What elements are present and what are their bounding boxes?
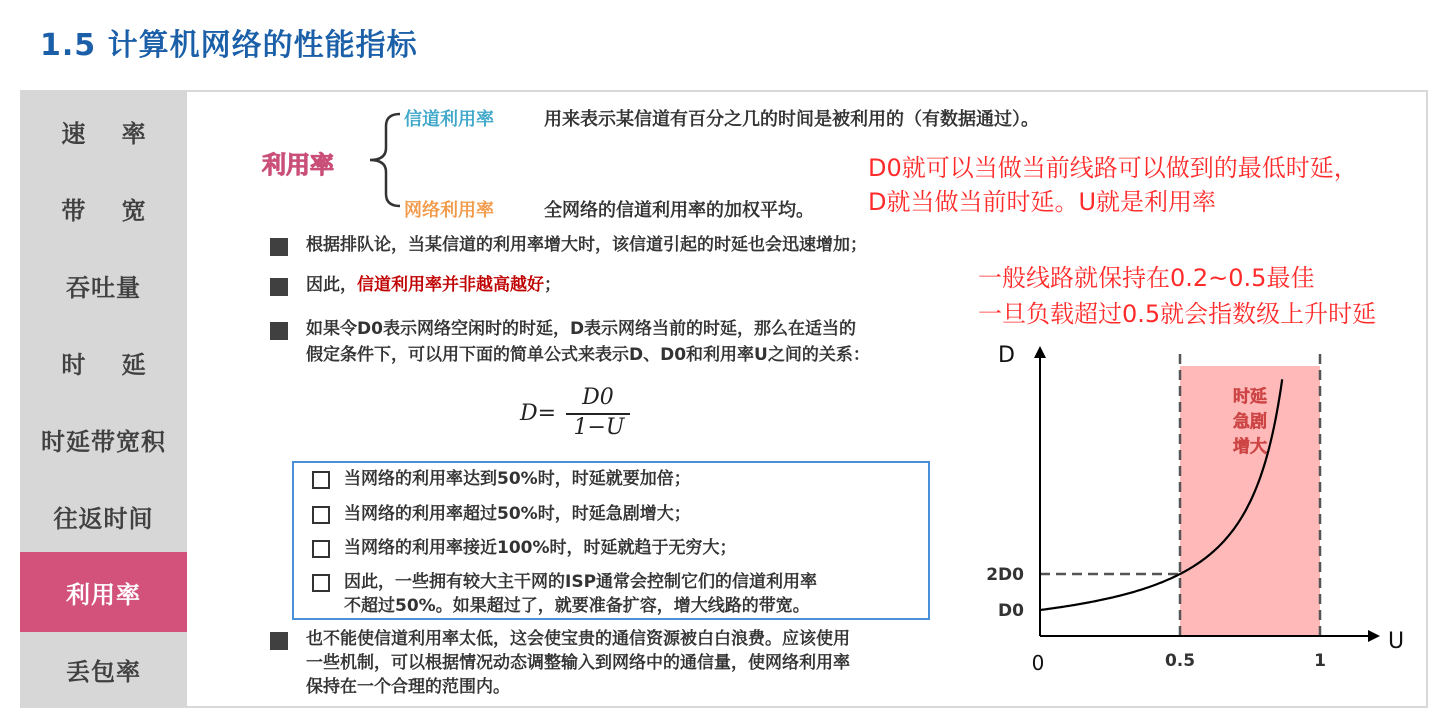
x-axis-label: U (1388, 629, 1405, 654)
x-tick-1: 1 (1314, 651, 1326, 671)
region-label-line3: 增大 (1233, 437, 1267, 457)
sidebar-item-bandwidth[interactable]: 带 宽 (61, 196, 160, 225)
sidebar-item-utilization[interactable]: 利用率 (20, 552, 187, 632)
sidebar-item-rate[interactable]: 速 率 (61, 119, 160, 148)
channel-utilization-label: 信道利用率 (404, 109, 494, 130)
y-tick-d0: D0 (998, 601, 1024, 621)
formula-numerator: D0 (582, 385, 614, 410)
checkbox-icon (312, 540, 330, 558)
x-tick-0.5: 0.5 (1164, 651, 1196, 671)
y-axis-arrow-icon (1034, 346, 1046, 358)
emphasis-text: 信道利用率并非越高越好 (357, 275, 544, 295)
checkbox-icon (312, 471, 330, 489)
y-axis-label: D (998, 343, 1015, 368)
checkbox-icon (312, 574, 330, 592)
y-tick-2d0: 2D0 (986, 565, 1024, 585)
curly-brace-icon (360, 108, 404, 212)
note-best-range: 一般线路就保持在0.2~0.5最佳 (978, 264, 1315, 292)
bullet-square-icon (270, 632, 288, 650)
sidebar-item-throughput[interactable]: 吞吐量 (66, 273, 141, 302)
delay-utilization-chart (960, 330, 1430, 690)
bullet-square-icon (270, 238, 288, 256)
sidebar-item-packet-loss[interactable]: 丢包率 (66, 657, 141, 686)
network-utilization-label: 网络利用率 (404, 200, 494, 221)
sidebar-item-delay[interactable]: 时 延 (61, 350, 160, 379)
region-label-line1: 时延 (1233, 387, 1267, 407)
note-d: D就当做当前时延。U就是利用率 (868, 188, 1217, 216)
formula-denominator: 1−U (573, 415, 625, 440)
formula-lhs: D= (520, 401, 557, 426)
bullet-square-icon (270, 278, 288, 296)
x-tick-0: 0 (1031, 651, 1045, 675)
sidebar-nav (20, 90, 187, 708)
bullet-square-icon (270, 322, 288, 340)
network-utilization-desc: 全网络的信道利用率的加权平均。 (544, 200, 814, 221)
sidebar-item-delay-bandwidth-product[interactable]: 时延带宽积 (41, 427, 166, 456)
note-exponential: 一旦负载超过0.5就会指数级上升时延 (978, 300, 1377, 328)
checkbox-icon (312, 506, 330, 524)
channel-utilization-desc: 用来表示某信道有百分之几的时间是被利用的（有数据通过）。 (544, 109, 1039, 130)
utilization-term: 利用率 (262, 151, 334, 179)
region-label-line2: 急剧 (1233, 412, 1267, 432)
note-d0: D0就可以当做当前线路可以做到的最低时延， (868, 154, 1358, 182)
x-axis-arrow-icon (1368, 630, 1380, 642)
sidebar-item-rtt[interactable]: 往返时间 (53, 504, 154, 533)
page-title: 1.5 计算机网络的性能指标 (40, 28, 418, 63)
